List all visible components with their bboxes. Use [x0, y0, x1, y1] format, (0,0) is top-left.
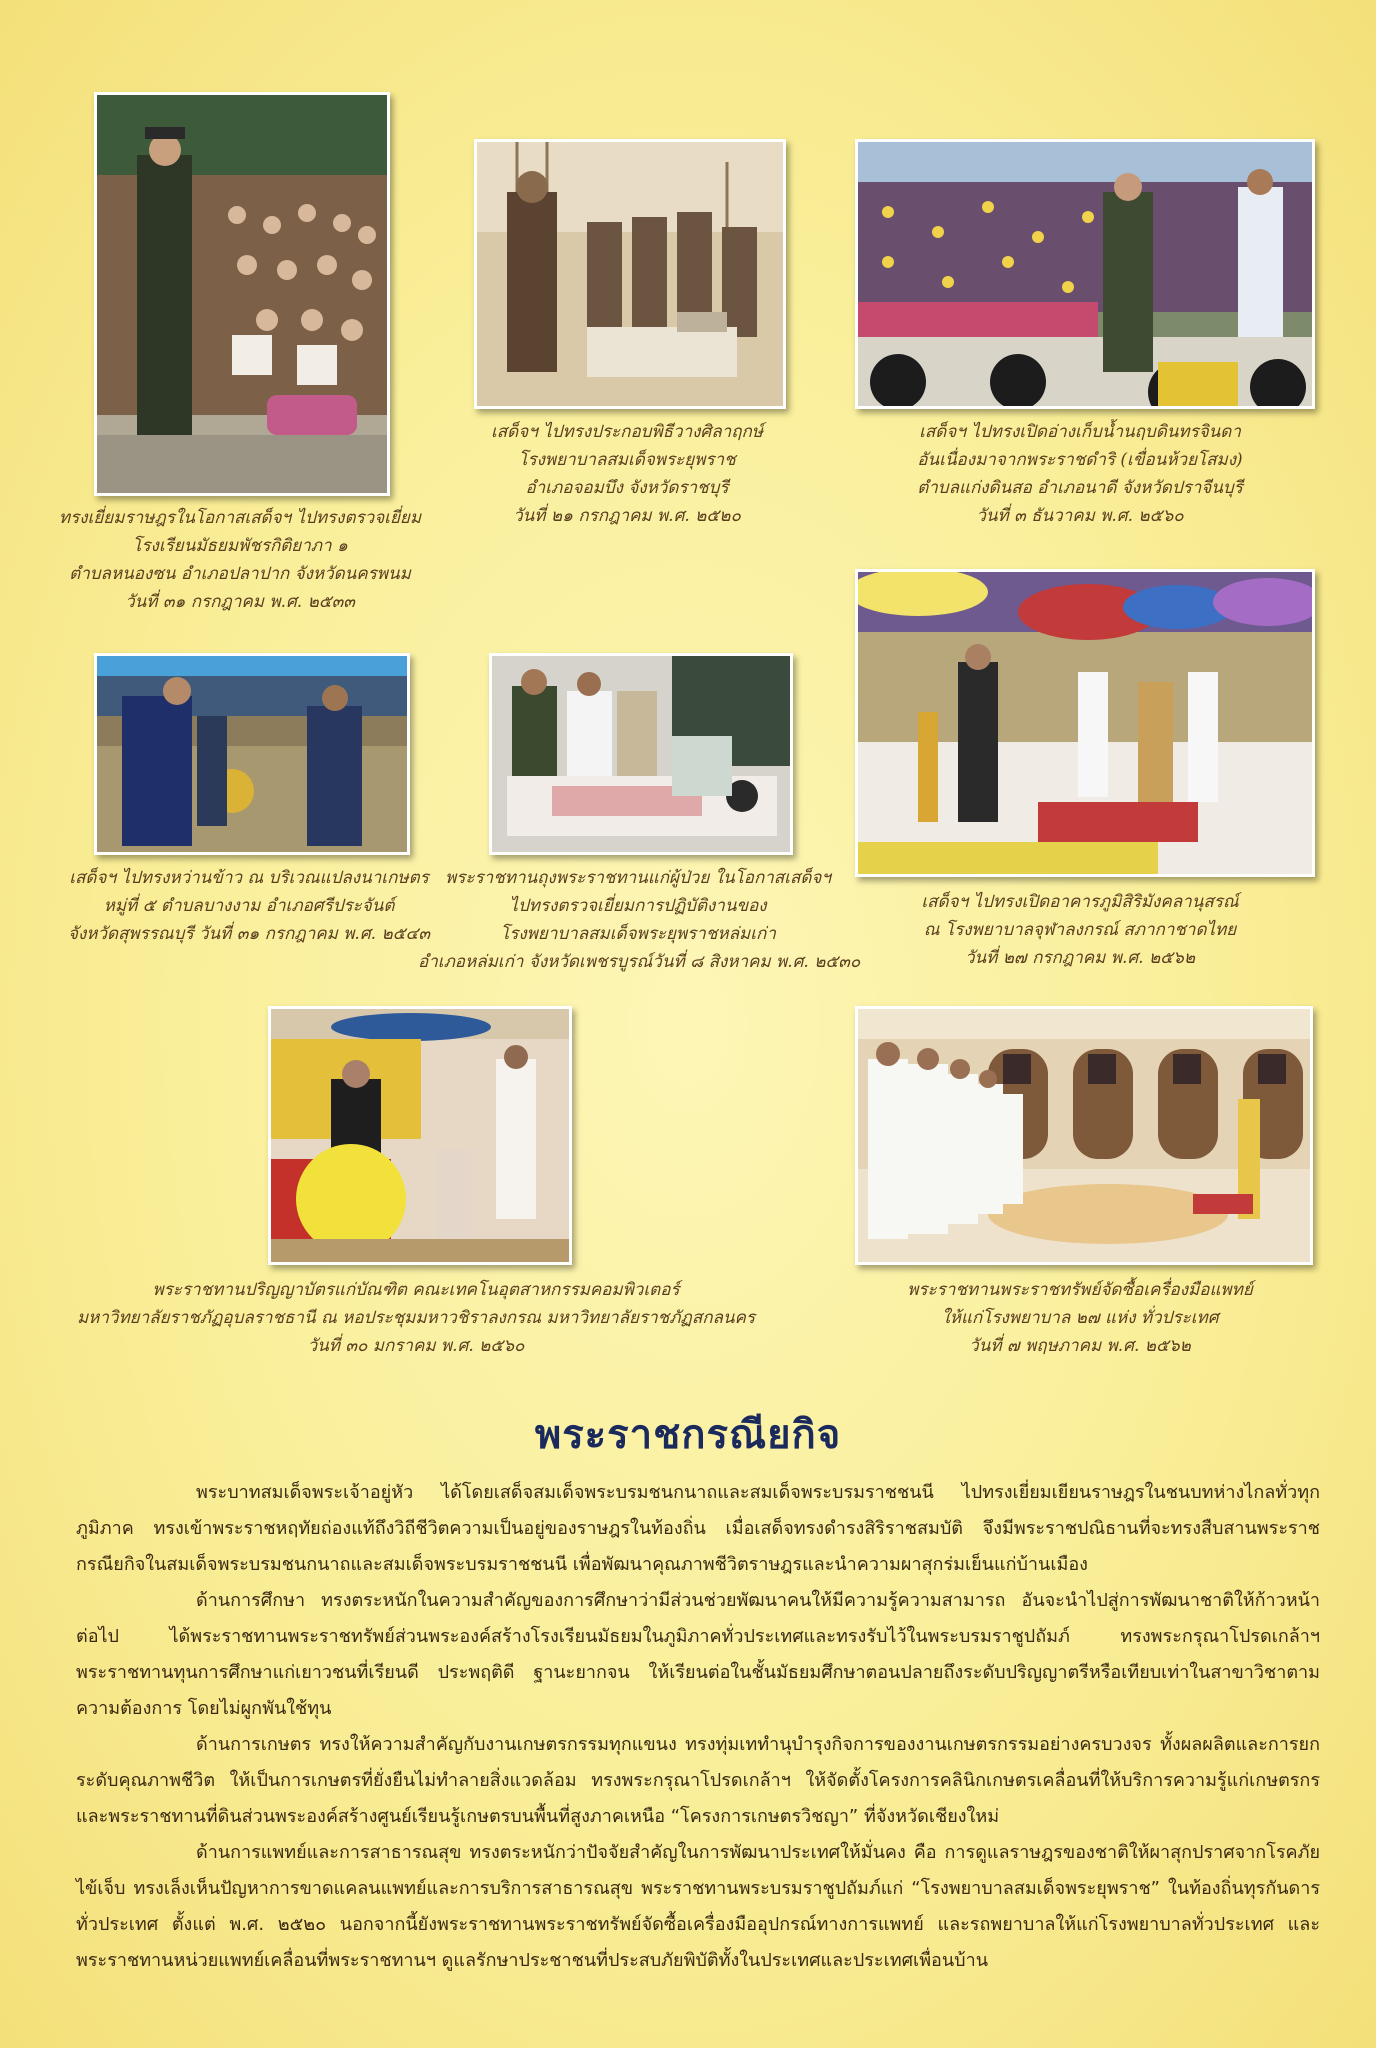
paragraph-intro: พระบาทสมเด็จพระเจ้าอยู่หัว ได้โดยเสด็จสมเด็จพระบรมชนกนาถและสมเด็จพระบรมราชชนนี ไปทรงเยี่ยมเยียนราษฎรในชนบทห่างไกลทั่วทุกภูมิภาค ทรงเข้าพระราชหฤทัยถ่องแท้ถึงวิถีชีวิตความเป็นอยู่ของราษฎรในท้องถิ่น เมื่อเสด็จทรงดำรงสิริราชสมบัติ จึงมีพระราชปณิธานที่จะทรงสืบสานพระราชกรณียกิจในสมเด็จพระบรมชนกนาถและสมเด็จพระบรมราชชนนี เพื่อพัฒนาคุณภาพชีวิตราษฎรและนำความผาสุกร่มเย็นแก่บ้านเมือง: [76, 1482, 1320, 1575]
paragraph-agriculture: ด้านการเกษตร ทรงให้ความสำคัญกับงานเกษตรกรรมทุกแขนง ทรงทุ่มเททำนุบำรุงกิจการของงานเกษตรกรรมอย่างครบวงจร ทั้งผลผลิตและการยกระดับคุณภาพชีวิต ให้เป็นการเกษตรที่ยั่งยืนไม่ทำลายสิ่งแวดล้อม ทรงพระกรุณาโปรดเกล้าฯ ให้จัดตั้งโครงการคลินิกเกษตรเคลื่อนที่ให้บริการความรู้แก่เกษตรกร และพระราชทานที่ดินส่วนพระองค์สร้างศูนย์เรียนรู้เกษตรบนพื้นที่สูงภาคเหนือ “โครงการเกษตรวิชญา” ที่จังหวัดเชียงใหม่: [76, 1734, 1320, 1827]
caption-line: เสด็จฯ ไปทรงเปิดอ่างเก็บน้ำนฤบดินทรจินดา: [919, 422, 1241, 442]
caption-line: ณ โรงพยาบาลจุฬาลงกรณ์ สภากาชาดไทย: [923, 920, 1237, 940]
photo-4: [94, 653, 410, 855]
caption-line: หมู่ที่ ๕ ตำบลบางงาม อำเภอศรีประจันต์: [103, 896, 395, 916]
caption-line: โรงเรียนมัธยมพัชรกิติยาภา ๑: [132, 536, 348, 556]
caption-line: มหาวิทยาลัยราชภัฏอุบลราชธานี ณ หอประชุมมหาวชิราลงกรณ มหาวิทยาลัยราชภัฏสกลนคร: [76, 1308, 756, 1328]
photo-7-caption: [66, 1276, 766, 1360]
photo-1: [94, 92, 390, 496]
caption-line: วันที่ ๓๐ มกราคม พ.ศ. ๒๕๖๐: [307, 1336, 525, 1356]
caption-line: พระราชทานถุงพระราชทานแก่ผู้ป่วย ในโอกาสเสด็จฯ: [445, 868, 831, 888]
caption-line: วันที่ ๗ พฤษภาคม พ.ศ. ๒๕๖๒: [969, 1336, 1191, 1356]
photo-3: [855, 139, 1315, 409]
caption-line: ไปทรงตรวจเยี่ยมการปฏิบัติงานของ: [509, 896, 767, 916]
paragraph-education: ด้านการศึกษา ทรงตระหนักในความสำคัญของการศึกษาว่ามีส่วนช่วยพัฒนาคนให้มีความรู้ความสามารถ อันจะนำไปสู่การพัฒนาชาติให้ก้าวหน้าต่อไป ได้พระราชทานพระราชทรัพย์ส่วนพระองค์สร้างโรงเรียนมัธยมในภูมิภาคทั่วประเทศและทรงรับไว้ในพระบรมราชูปถัมภ์ ทรงพระกรุณาโปรดเกล้าฯ พระราชทานทุนการศึกษาแก่เยาวชนที่เรียนดี ประพฤติดี ฐานะยากจน ให้เรียนต่อในชั้นมัธยมศึกษาตอนปลายถึงระดับปริญญาตรีหรือเทียบเท่าในสาขาวิชาตามความต้องการ โดยไม่ผูกพันใช้ทุน: [76, 1590, 1320, 1719]
photo-3-caption: [880, 418, 1280, 530]
section-body: [76, 1475, 1320, 1979]
caption-line: วันที่ ๓๑ กรกฎาคม พ.ศ. ๒๕๓๓: [125, 592, 355, 612]
section-title: พระราชกรณียกิจ: [534, 1412, 842, 1458]
photo-6: [855, 569, 1315, 877]
photo-6-image: [858, 572, 1312, 874]
photo-3-image: [858, 142, 1312, 406]
caption-line: ตำบลหนองซน อำเภอปลาปาก จังหวัดนครพนม: [69, 564, 411, 584]
caption-line: วันที่ ๒๑ กรกฎาคม พ.ศ. ๒๕๒๐: [513, 506, 741, 526]
photo-7: [268, 1006, 572, 1265]
caption-line: อันเนื่องมาจากพระราชดำริ (เขื่อนห้วยโสมง): [917, 450, 1243, 470]
photo-8-image: [858, 1009, 1310, 1262]
caption-line: พระราชทานพระราชทรัพย์จัดซื้อเครื่องมือแพทย์: [907, 1280, 1253, 1300]
caption-line: จังหวัดสุพรรณบุรี วันที่ ๓๑ กรกฎาคม พ.ศ. ๒๕๔๓: [67, 924, 430, 944]
caption-line: อำเภอหล่มเก่า จังหวัดเพชรบูรณ์วันที่ ๘ สิงหาคม พ.ศ. ๒๕๓๐: [418, 952, 861, 972]
caption-line: โรงพยาบาลสมเด็จพระยุพราช: [518, 450, 736, 470]
photo-4-image: [97, 656, 407, 852]
photo-2: [474, 139, 786, 409]
caption-line: ให้แก่โรงพยาบาล ๒๗ แห่ง ทั่วประเทศ: [941, 1308, 1219, 1328]
photo-4-caption: [49, 864, 449, 948]
photo-1-image: [97, 95, 387, 493]
photo-2-caption: [427, 418, 827, 530]
caption-line: อำเภอจอมบึง จังหวัดราชบุรี: [525, 478, 729, 498]
photo-8: [855, 1006, 1313, 1265]
paragraph-medical: ด้านการแพทย์และการสาธารณสุข ทรงตระหนักว่าปัจจัยสำคัญในการพัฒนาประเทศให้มั่นคง คือ การดูแลราษฎรของชาติให้ผาสุกปราศจากโรคภัยไข้เจ็บ ทรงเล็งเห็นปัญหาการขาดแคลนแพทย์และการบริการสาธารณสุข พระราชทานพระบรมราชูปถัมภ์แก่ “โรงพยาบาลสมเด็จพระยุพราช” ในท้องถิ่นทุรกันดารทั่วประเทศ ตั้งแต่ พ.ศ. ๒๕๒๐ นอกจากนี้ยังพระราชทานพระราชทรัพย์จัดซื้อเครื่องมืออุปกรณ์ทางการแพทย์ และรถพยาบาลให้แก่โรงพยาบาลทั่วประเทศ และพระราชทานหน่วยแพทย์เคลื่อนที่พระราชทานฯ ดูแลรักษาประชาชนที่ประสบภัยพิบัติทั้งในประเทศและประเทศเพื่อนบ้าน: [76, 1842, 1320, 1971]
photo-6-caption: [880, 888, 1280, 972]
caption-line: เสด็จฯ ไปทรงประกอบพิธีวางศิลาฤกษ์: [491, 422, 763, 442]
photo-8-caption: [880, 1276, 1280, 1360]
photo-2-image: [477, 142, 783, 406]
caption-line: วันที่ ๓ ธันวาคม พ.ศ. ๒๕๖๐: [976, 506, 1184, 526]
caption-line: ตำบลแก่งดินสอ อำเภอนาดี จังหวัดปราจีนบุรี: [917, 478, 1243, 498]
caption-line: วันที่ ๒๗ กรกฎาคม พ.ศ. ๒๕๖๒: [964, 948, 1196, 968]
photo-1-caption: [40, 504, 440, 616]
caption-line: โรงพยาบาลสมเด็จพระยุพราชหล่มเก่า: [500, 924, 776, 944]
caption-line: พระราชทานปริญญาบัตรแก่บัณฑิต คณะเทคโนอุตสาหกรรมคอมพิวเตอร์: [152, 1280, 680, 1300]
caption-line: เสด็จฯ ไปทรงหว่านข้าว ณ บริเวณแปลงนาเกษตร: [69, 868, 429, 888]
photo-7-image: [271, 1009, 569, 1262]
photo-5-image: [492, 656, 790, 852]
photo-5-caption: [418, 864, 861, 976]
photo-5: [489, 653, 793, 855]
caption-line: ทรงเยี่ยมราษฎรในโอกาสเสด็จฯ ไปทรงตรวจเยี่ยม: [58, 508, 422, 528]
caption-line: เสด็จฯ ไปทรงเปิดอาคารภูมิสิริมังคลานุสรณ์: [921, 892, 1239, 912]
